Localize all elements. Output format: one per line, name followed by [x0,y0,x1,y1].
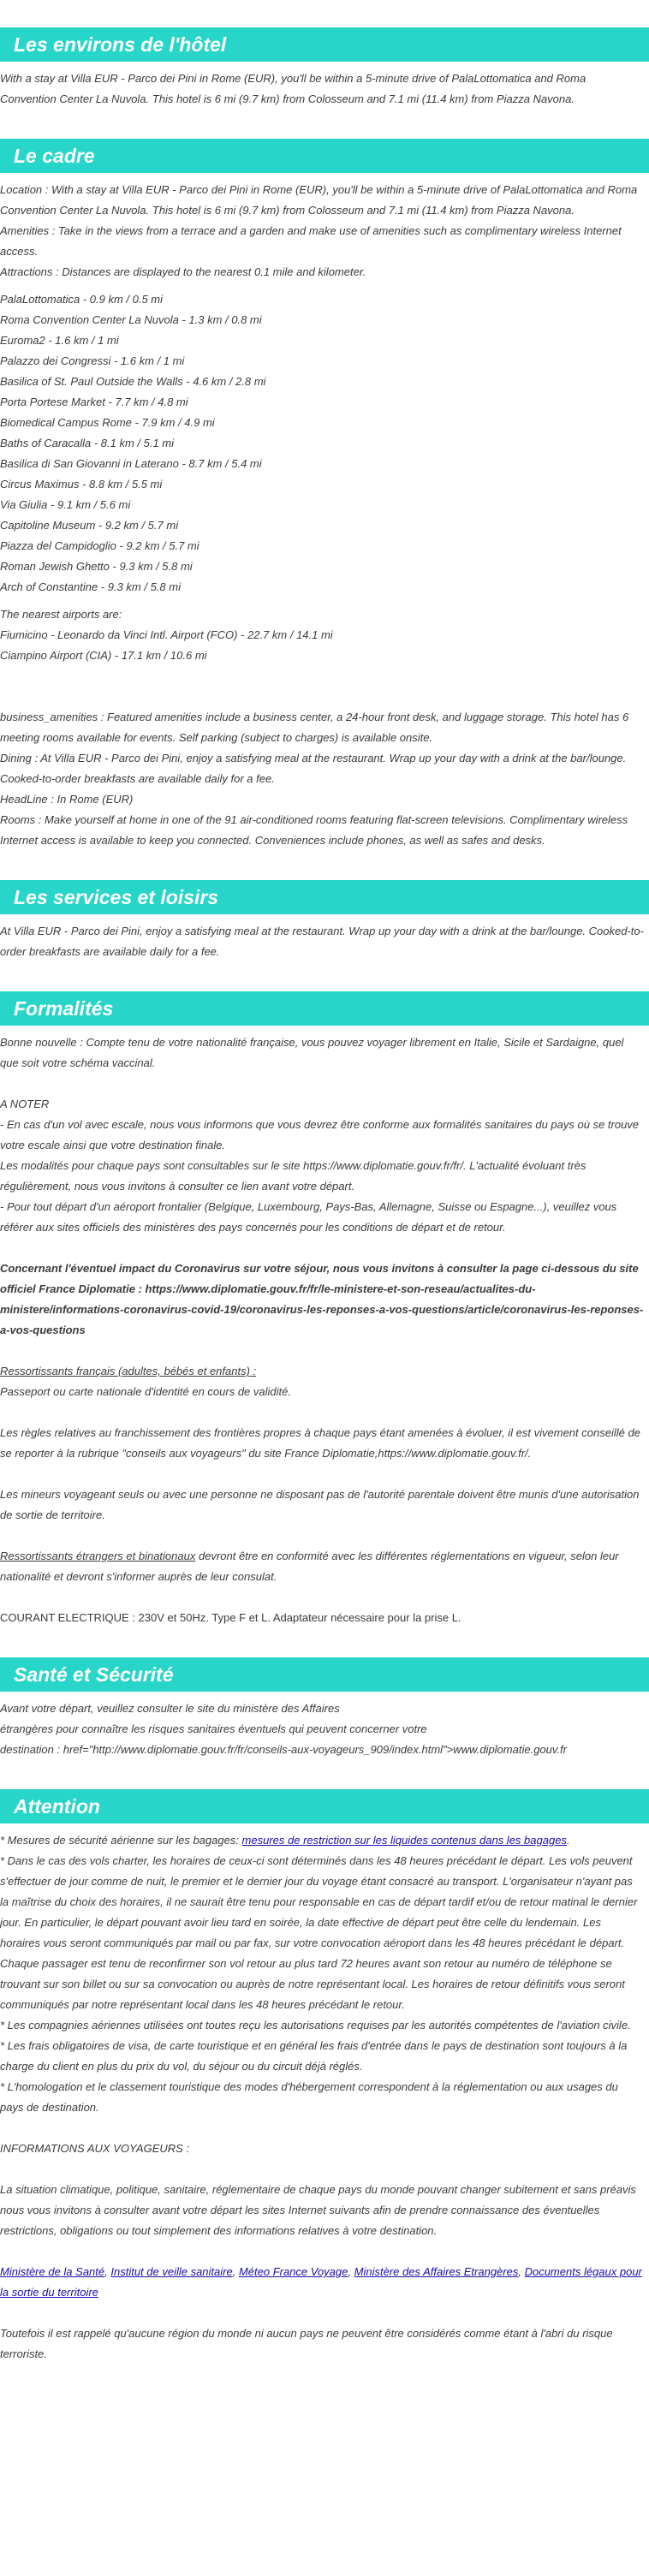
services-body [0,921,644,962]
link-ministere-sante[interactable]: Ministère de la Santé [0,2265,105,2278]
attraction-item: Basilica of St. Paul Outside the Walls - 4.6 km / 2.8 mi [0,375,266,388]
sante-body [0,1698,644,1760]
rooms: Rooms : Make yourself at home in one of the 91 air-conditioned rooms featuring flat-screen televisions. Complimentary wireless Internet access is available to keep you connected. Conveniences include phones, as well as safes and desks. [0,813,628,847]
baggage-security-prefix: * Mesures de sécurité aérienne sur les bagages: [0,1834,242,1847]
attraction-item: Roma Convention Center La Nuvola - 1.3 km / 0.8 mi [0,313,262,326]
attraction-item: Biomedical Campus Rome - 7.9 km / 4.9 mi [0,416,215,429]
business-amenities: business_amenities : Featured amenities include a business center, a 24-hour front desk, and luggage storage. This hotel has 6 meeting rooms available for events. Self parking (subject to charges) is available onsite. [0,711,629,744]
airports-title: The nearest airports are: [0,608,122,621]
link-veille-sanitaire[interactable]: Institut de veille sanitaire [110,2265,233,2278]
noter-escale: - En cas d'un vol avec escale, nous vous informons que vous devrez être conforme aux formalités sanitaires du pays où se trouve votre escale ainsi que votre destination finale. [0,1118,640,1151]
link-separator: , [348,2265,354,2278]
baggage-security-suffix: . [566,1834,570,1847]
foreign-nationals-text: devront être en conformité avec les différentes réglementations en vigueur, selon leur nationalité et devront s'informer auprès de leur consulat. [0,1550,619,1583]
baggage-security [0,1830,644,1851]
border-rules: Les règles relatives au franchissement des frontières propres à chaque pays étant amenées à évoluer, il est vivement conseillé de se reporter à la rubrique "conseils aux voyageurs" du site France Diplomatie,https://www.diplomatie.gouv.fr/. [0,1426,640,1460]
link-separator: , [518,2265,525,2278]
attraction-item: Palazzo dei Congressi - 1.6 km / 1 mi [0,354,185,367]
formalites-section [0,991,649,1628]
attraction-item: Circus Maximus - 8.8 km / 5.5 mi [0,478,163,491]
foreign-nationals-title: Ressortissants étrangers et binationaux [0,1550,196,1562]
services-section [0,880,649,962]
dining: Dining : At Villa EUR - Parco dei Pini, enjoy a satisfying meal at the restaurant. Wrap up your day with a drink at the bar/lounge. Cooked-to-order breakfasts are available daily for a fee. [0,752,627,785]
electric-current: COURANT ELECTRIQUE : 230V et 50Hz. Type F et L. Adaptateur nécessaire pour la prise L. [0,1611,461,1624]
useful-links [0,2262,644,2303]
attraction-item: Basilica di San Giovanni in Laterano - 8.7 km / 5.4 mi [0,457,262,470]
attraction-item: Arch of Constantine - 9.3 km / 5.8 mi [0,580,181,593]
noter-title: A NOTER [0,1098,50,1110]
services-text: At Villa EUR - Parco dei Pini, enjoy a satisfying meal at the restaurant. Wrap up your day with a drink at the bar/lounge. Cooked-to-order breakfasts are available daily for a fee. [0,925,644,958]
sante-line-2: étrangères pour connaître les risques sanitaires éventuels qui peuvent concerner votre [0,1722,427,1735]
charter-flights: * Dans le cas des vols charter, les horaires de ceux-ci sont déterminés dans les 48 heures précédant le départ. Les vols peuvent s'effectuer de jour comme de nuit, le premier et le dernier jour du voyage étant consacré au transport. L'organisateur n'ayant pas la maîtrise du choix des horaires, il ne saurait être tenu pour responsable en cas de départ tardif et/ou de retour matinal le dernier jour. En particulier, le départ pouvant avoir lieu tard en soirée, la date effective de départ peut être celle du lendemain. Les horaires vous seront communiqués par mail ou par fax, sur votre convocation aéroport dans les 48 heures précédant le départ. Chaque passager est tenu de reconfirmer son vol retour au plus tard 72 heures avant son retour au numéro de téléphone se trouvant sur son billet ou sur sa convocation ou auprès de notre représentant local. Les horaires de retour définitifs vous seront communiqués par notre représentant local dans les 48 heures précédant le retour. [0,1854,638,2011]
attraction-item: Roman Jewish Ghetto - 9.3 km / 5.8 mi [0,560,193,573]
liquids-restriction-link[interactable]: mesures de restriction sur les liquides contenus dans les bagages [241,1834,567,1847]
services-heading: Les services et loisirs [0,880,649,914]
visa-fees: * Les frais obligatoires de visa, de carte touristique et en général les frais d'entrée dans le pays de destination sont toujours à la charge du client en plus du prix du vol, du séjour ou du circuit déjà réglés. [0,2039,628,2073]
link-documents-legaux[interactable]: Documents légaux pour la sortie du territoire [0,2265,642,2299]
cadre-section [0,139,649,851]
headline: HeadLine : In Rome (EUR) [0,793,134,806]
attraction-item: Capitoline Museum - 9.2 km / 5.7 mi [0,519,179,532]
attraction-item: PalaLottomatica - 0.9 km / 0.5 mi [0,293,164,306]
link-meteo-france[interactable]: Méteo France Voyage [238,2265,348,2278]
attention-section [0,1789,649,2365]
noter-frontalier: - Pour tout départ d'un aéroport frontalier (Belgique, Luxembourg, Pays-Bas, Allemagne, Suisse ou Espagne...), veuillez vous référer aux sites officiels des ministères des pays concernés pour les conditions de départ et de retour. [0,1200,617,1234]
environs-text: With a stay at Villa EUR - Parco dei Pini in Rome (EUR), you'll be within a 5-minute drive of PalaLottomatica and Roma Convention Center La Nuvola. This hotel is 6 mi (9.7 km) from Colosseum and 7.1 mi (11.4 km) from Piazza Navona. [0,72,586,105]
link-separator: , [232,2265,239,2278]
link-affaires-etrangeres[interactable]: Ministère des Affaires Etrangères [354,2265,519,2278]
environs-body [0,68,644,110]
noter-modalites: Les modalités pour chaque pays sont consultables sur le site https://www.diplomatie.gouv.fr/fr/. L'actualité évoluant très régulièrement, nous vous invitons à consulter ce lien avant votre départ. [0,1159,586,1193]
attention-heading: Attention [0,1789,649,1823]
sante-line-3: destination : href="http://www.diplomatie.gouv.fr/fr/conseils-aux-voyageurs_909/index.html">www.diplomatie.gouv.fr [0,1743,567,1756]
attraction-item: Baths of Caracalla - 8.1 km / 5.1 mi [0,437,175,449]
travelers-info-title: INFORMATIONS AUX VOYAGEURS : [0,2142,190,2155]
cadre-location: Location : With a stay at Villa EUR - Parco dei Pini in Rome (EUR), you'll be within a 5-minute drive of PalaLottomatica and Roma Convention Center La Nuvola. This hotel is 6 mi (9.7 km) from Colosseum and 7.1 mi (11.4 km) from Piazza Navona. [0,183,638,217]
attraction-item: Via Giulia - 9.1 km / 5.6 mi [0,498,131,511]
fr-nationals-text: Passeport ou carte nationale d'identité en cours de validité. [0,1385,291,1398]
cadre-attractions-note: Attractions : Distances are displayed to the nearest 0.1 mile and kilometer. [0,265,366,278]
environs-heading: Les environs de l'hôtel [0,27,649,62]
minors-rules: Les mineurs voyageant seuls ou avec une personne ne disposant pas de l'autorité parentale doivent être munis d'une autorisation de sortie de territoire. [0,1488,640,1521]
attention-body [0,1830,644,2365]
sante-line-1: Avant votre départ, veuillez consulter le site du ministère des Affaires [0,1702,340,1715]
formalites-good-news: Bonne nouvelle : Compte tenu de votre nationalité française, vous pouvez voyager librement en Italie, Sicile et Sardaigne, quel que soit votre schéma vaccinal. [0,1036,624,1069]
attractions-list [0,289,644,598]
foreign-nationals [0,1546,644,1587]
environs-section [0,27,649,110]
link-separator: , [104,2265,111,2278]
airlines-authorization: * Les compagnies aériennes utilisées ont toutes reçu les autorisations requises par les autorités compétentes de l'aviation civile. [0,2019,631,2032]
fr-nationals-title: Ressortissants français (adultes, bébés et enfants) : [0,1365,257,1377]
airport-item: Ciampino Airport (CIA) - 17.1 km / 10.6 mi [0,649,207,662]
formalites-body [0,1032,644,1628]
coronavirus-notice: Concernant l'éventuel impact du Coronavirus sur votre séjour, nous vous invitons à consulter la page ci-dessous du site officiel France Diplomatie : https://www.diplomatie.gouv.fr/fr/le-ministere-et-son-reseau/actualites-du-ministere/informations-coronavirus-covid-19/coronavirus-les-reponses-a-vos-questions/article/coronavirus-les-reponses-a-vos-questions [0,1262,644,1336]
cadre-amenities: Amenities : Take in the views from a terrace and a garden and make use of amenities such as complimentary wireless Internet access. [0,224,622,258]
airport-item: Fiumicino - Leonardo da Vinci Intl. Airport (FCO) - 22.7 km / 14.1 mi [0,628,333,641]
formalites-heading: Formalités [0,991,649,1026]
sante-section [0,1657,649,1760]
terrorism-notice: Toutefois il est rappelé qu'aucune région du monde ni aucun pays ne peuvent être considérés comme étant à l'abri du risque terroriste. [0,2327,613,2360]
attraction-item: Euroma2 - 1.6 km / 1 mi [0,334,119,347]
sante-heading: Santé et Sécurité [0,1657,649,1692]
attraction-item: Porta Portese Market - 7.7 km / 4.8 mi [0,396,188,408]
attraction-item: Piazza del Campidoglio - 9.2 km / 5.7 mi [0,539,199,552]
travelers-info-text: La situation climatique, politique, sanitaire, réglementaire de chaque pays du monde pouvant changer subitement et sans préavis nous vous invitons à consulter avant votre départ les sites Internet suivants afin de prendre connaissance des éventuelles restrictions, obligations ou tout simplement des informations relatives à votre destination. [0,2183,636,2237]
accommodation-classification: * L'homologation et le classement touristique des modes d'hébergement correspondent à la réglementation ou aux usages du pays de destination. [0,2080,618,2114]
cadre-heading: Le cadre [0,139,649,173]
cadre-body [0,180,644,851]
